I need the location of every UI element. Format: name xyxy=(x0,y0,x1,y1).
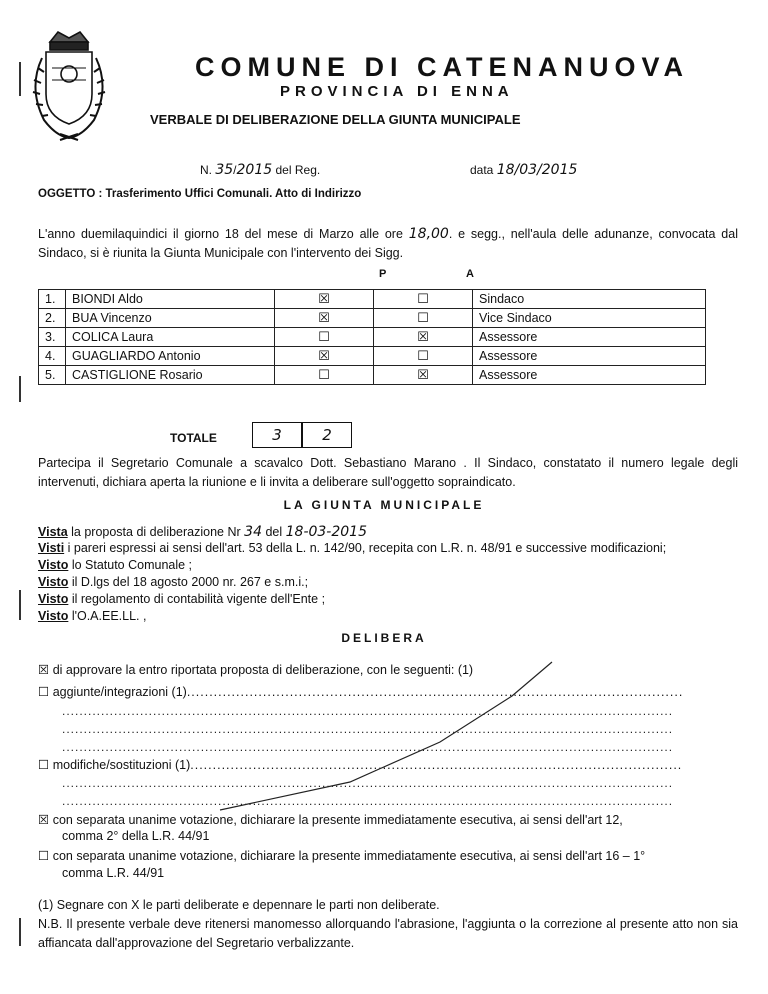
member-name: BUA Vincenzo xyxy=(66,309,275,328)
visto-line: Visto il regolamento di contabilità vigente dell'Ente ; xyxy=(38,592,326,606)
document-type: VERBALE DI DELIBERAZIONE DELLA GIUNTA MUNICIPALE xyxy=(150,112,521,127)
municipality-title: COMUNE DI CATENANUOVA xyxy=(195,52,689,82)
member-name: GUAGLIARDO Antonio xyxy=(66,347,275,366)
absent-checkbox: ☐ xyxy=(374,347,473,366)
member-role: Sindaco xyxy=(473,290,706,309)
handwritten-number: 35 xyxy=(215,162,234,178)
absent-column-header: A xyxy=(466,268,474,280)
oggetto-line: OGGETTO : Trasferimento Uffici Comunali. Atto di Indirizzo xyxy=(38,188,362,200)
handwritten-year: 2015 xyxy=(236,162,273,178)
member-role: Vice Sindaco xyxy=(473,309,706,328)
exec-art16-checkbox: ☐ xyxy=(38,849,50,863)
dotted-line: ............................................................................................................................................. xyxy=(62,794,674,808)
modifications-checkbox: ☐ xyxy=(38,758,50,772)
present-checkbox: ☒ xyxy=(275,290,374,309)
exec-art16-option: ☐ con separata unanime votazione, dichiarare la presente immediatamente esecutiva, ai sensi dell'art 16 – 1° xyxy=(38,849,646,863)
members-table xyxy=(38,289,706,385)
member-name: BIONDI Aldo xyxy=(66,290,275,309)
handwritten-proposal-date: 18-03-2015 xyxy=(285,524,367,540)
additions-option: ☐ aggiunte/integrazioni (1)............................................................................................................... xyxy=(38,685,684,699)
delibera-heading: DELIBERA xyxy=(341,631,427,645)
absent-checkbox: ☐ xyxy=(374,309,473,328)
margin-mark xyxy=(19,590,21,620)
member-name: COLICA Laura xyxy=(66,328,275,347)
present-checkbox: ☒ xyxy=(275,309,374,328)
dotted-line: ............................................................................................................................................. xyxy=(62,740,674,754)
member-role: Assessore xyxy=(473,366,706,385)
handwritten-proposal-nr: 34 xyxy=(244,524,262,540)
handwritten-time: 18,00 xyxy=(408,226,449,242)
strike-through-mark xyxy=(200,658,560,818)
municipal-crest-icon xyxy=(20,28,118,146)
totale-label: TOTALE xyxy=(170,431,217,445)
dotted-line: ............................................................................................................................................. xyxy=(62,722,674,736)
visto-line: Visto l'O.A.EE.LL. , xyxy=(38,609,147,623)
modifications-option: ☐ modifiche/sostituzioni (1).............................................................................................................. xyxy=(38,758,683,772)
footnote: (1) Segnare con X le parti deliberate e depennare le parti non deliberate. xyxy=(38,898,440,912)
secretary-paragraph: Partecipa il Segretario Comunale a scavalco Dott. Sebastiano Marano . Il Sindaco, constatato il numero legale degli intervenuti, dichiara aperta la riunione e li invita a deliberare sull'oggetto sopraindicato. xyxy=(38,456,738,489)
table-row: 1. BIONDI Aldo ☒ ☐ Sindaco xyxy=(39,290,706,309)
visto-line: Visto il D.lgs del 18 agosto 2000 nr. 267 e s.m.i.; xyxy=(38,575,309,589)
margin-mark xyxy=(19,62,21,96)
approve-checkbox: ☒ xyxy=(38,663,50,677)
registration-date: data 18/03/2015 xyxy=(470,162,578,178)
member-role: Assessore xyxy=(473,328,706,347)
table-row: 3. COLICA Laura ☐ ☒ Assessore xyxy=(39,328,706,347)
intro-paragraph: L'anno duemilaquindici il giorno 18 del mese di Marzo alle ore 18,00. e segg., nell'aula delle adunanze, convocata dal Sindaco, si è riunita la Giunta Municipale con l'intervento dei Sigg. xyxy=(38,226,738,260)
exec-art12-checkbox: ☒ xyxy=(38,813,50,827)
totale-absent: 2 xyxy=(302,422,352,448)
table-row: 5. CASTIGLIONE Rosario ☐ ☒ Assessore xyxy=(39,366,706,385)
member-role: Assessore xyxy=(473,347,706,366)
table-row: 4. GUAGLIARDO Antonio ☒ ☐ Assessore xyxy=(39,347,706,366)
handwritten-date: 18/03/2015 xyxy=(496,162,578,178)
giunta-heading: LA GIUNTA MUNICIPALE xyxy=(283,498,485,512)
member-name: CASTIGLIONE Rosario xyxy=(66,366,275,385)
approve-option: ☒ di approvare la entro riportata proposta di deliberazione, con le seguenti: (1) xyxy=(38,663,474,677)
nb-note: N.B. Il presente verbale deve ritenersi manomesso allorquando l'abrasione, l'aggiunta o la correzione al presente atto non sia affiancata dall'approvazione del Segretario verbalizzante. xyxy=(38,917,738,950)
exec-art12-option: ☒ con separata unanime votazione, dichiarare la presente immediatamente esecutiva, ai sensi dell'art 12, xyxy=(38,813,623,827)
visto-line: Visto lo Statuto Comunale ; xyxy=(38,558,193,572)
margin-mark xyxy=(19,918,21,946)
registration-number: N. 35/2015 del Reg. xyxy=(200,162,321,178)
absent-checkbox: ☒ xyxy=(374,366,473,385)
dotted-line: ............................................................................................................................................. xyxy=(62,704,674,718)
absent-checkbox: ☐ xyxy=(374,290,473,309)
present-checkbox: ☐ xyxy=(275,328,374,347)
totale-present: 3 xyxy=(252,422,302,448)
visti-line: Visti i pareri espressi ai sensi dell'art. 53 della L. n. 142/90, recepita con L.R. n. 48/91 e successive modificazioni; xyxy=(38,541,667,555)
table-row: 2. BUA Vincenzo ☒ ☐ Vice Sindaco xyxy=(39,309,706,328)
present-checkbox: ☒ xyxy=(275,347,374,366)
present-column-header: P xyxy=(379,268,387,280)
additions-checkbox: ☐ xyxy=(38,685,50,699)
margin-mark xyxy=(19,376,21,402)
province-subtitle: PROVINCIA DI ENNA xyxy=(280,83,514,100)
present-checkbox: ☐ xyxy=(275,366,374,385)
absent-checkbox: ☒ xyxy=(374,328,473,347)
dotted-line: ............................................................................................................................................. xyxy=(62,776,674,790)
vista-proposta-line: Vista la proposta di deliberazione Nr 34 del 18-03-2015 xyxy=(38,524,367,540)
